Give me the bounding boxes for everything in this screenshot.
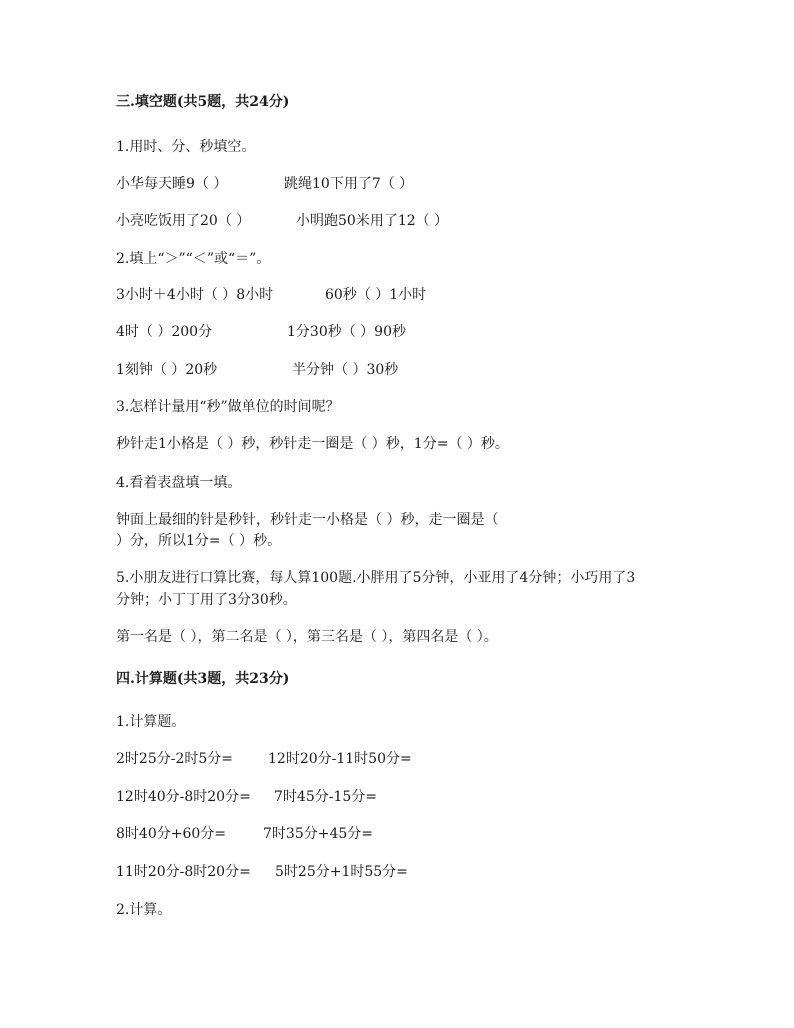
- section-heading-calculation: 四.计算题(共3题，共23分): [116, 671, 290, 687]
- question-2-prompt: 2.填上“＞”“＜”或“＝”。: [116, 251, 271, 267]
- question-2-row3-right: 半分钟（ ）30秒: [292, 362, 399, 378]
- question-2-row2-left: 4时（ ）200分: [116, 324, 213, 340]
- question-5-line1: 5.小朋友进行口算比赛，每人算100题.小胖用了5分钟，小亚用了4分钟；小巧用了3: [116, 570, 636, 586]
- calc-question-1-prompt: 1.计算题。: [116, 714, 186, 730]
- question-4-prompt: 4.看着表盘填一填。: [116, 475, 242, 491]
- calc-row-2-right: 7时45分-15分=: [274, 789, 377, 805]
- calc-row-2-left: 12时40分-8时20分=: [116, 789, 251, 805]
- question-4-line2: ）分，所以1分=（ ）秒。: [116, 533, 282, 549]
- question-2-row1-left: 3小时＋4小时（ ）8小时: [116, 287, 274, 303]
- question-2-row1-right: 60秒（ ）1小时: [325, 287, 427, 303]
- question-1-row1-left: 小华每天睡9（ ）: [116, 176, 228, 192]
- question-1-row2-right: 小明跑50米用了12（ ）: [296, 213, 449, 229]
- question-2-row3-left: 1刻钟（ ）20秒: [116, 362, 218, 378]
- question-5-line2: 分钟；小丁丁用了3分30秒。: [116, 592, 297, 608]
- calc-row-4-left: 11时20分-8时20分=: [116, 864, 251, 880]
- question-1-row1-right: 跳绳10下用了7（ ）: [284, 176, 414, 192]
- section-heading-fill-in: 三.填空题(共5题，共24分): [116, 94, 290, 110]
- question-3-line1: 秒针走1小格是（ ）秒，秒针走一圈是（ ）秒，1分=（ ）秒。: [116, 436, 509, 452]
- question-1-row2-left: 小亮吃饭用了20（ ）: [116, 213, 251, 229]
- calc-row-4-right: 5时25分+1时55分=: [275, 864, 408, 880]
- calc-question-2-prompt: 2.计算。: [116, 902, 172, 918]
- question-2-row2-right: 1分30秒（ ）90秒: [287, 324, 406, 340]
- calc-row-3-right: 7时35分+45分=: [263, 826, 373, 842]
- calc-row-3-left: 8时40分+60分=: [116, 826, 226, 842]
- calc-row-1-right: 12时20分-11时50分=: [268, 751, 412, 767]
- question-5-line3: 第一名是（ ），第二名是（ ），第三名是（ ），第四名是（ ）。: [116, 629, 498, 645]
- question-4-line1: 钟面上最细的针是秒针，秒针走一小格是（ ）秒，走一圈是（: [116, 512, 499, 528]
- question-1-prompt: 1.用时、分、秒填空。: [116, 139, 256, 155]
- calc-row-1-left: 2时25分-2时5分=: [116, 751, 233, 767]
- question-3-prompt: 3.怎样计量用“秒”做单位的时间呢？: [116, 399, 340, 415]
